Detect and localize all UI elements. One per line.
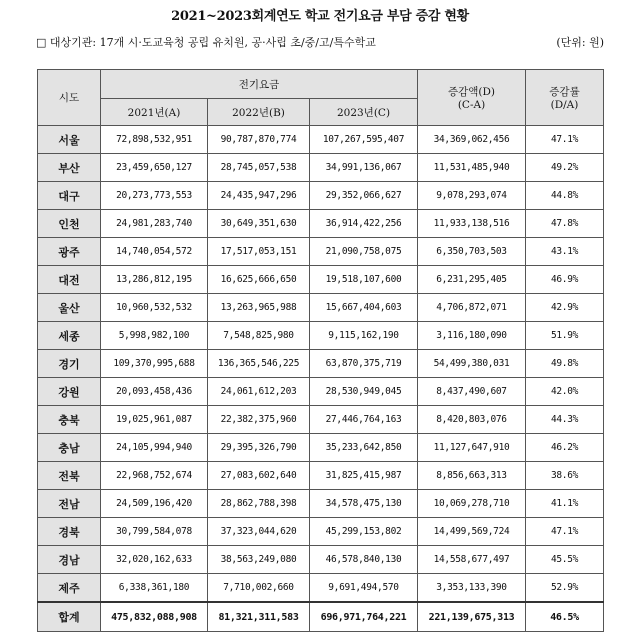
page-title: 2021~2023회계연도 학교 전기요금 부담 증감 현황 xyxy=(171,9,469,24)
cell-y2022: 30,649,351,630 xyxy=(208,210,310,238)
cell-y2022: 7,710,002,660 xyxy=(208,574,310,603)
cell-rate: 47.8% xyxy=(526,210,604,238)
cell-y2021: 13,286,812,195 xyxy=(101,266,208,294)
cell-rate: 49.2% xyxy=(526,154,604,182)
table-row xyxy=(38,546,604,574)
cell-diff: 10,069,278,710 xyxy=(418,490,526,518)
cell-y2023: 19,518,107,600 xyxy=(310,266,418,294)
cell-region: 전남 xyxy=(38,490,101,518)
cell-rate: 43.1% xyxy=(526,238,604,266)
cell-diff: 4,706,872,071 xyxy=(418,294,526,322)
table-row xyxy=(38,210,604,238)
table-row xyxy=(38,490,604,518)
cell-y2021: 22,968,752,674 xyxy=(101,462,208,490)
cell-diff: 3,353,133,390 xyxy=(418,574,526,603)
table-row xyxy=(38,126,604,154)
cell-y2021: 24,981,283,740 xyxy=(101,210,208,238)
table-row xyxy=(38,238,604,266)
electricity-cost-table xyxy=(37,69,604,632)
cell-y2023: 36,914,422,256 xyxy=(310,210,418,238)
cell-y2021: 6,338,361,180 xyxy=(101,574,208,603)
cell-y2023: 107,267,595,407 xyxy=(310,126,418,154)
cell-rate: 52.9% xyxy=(526,574,604,603)
cell-diff: 11,127,647,910 xyxy=(418,434,526,462)
cell-y2022: 81,321,311,583 xyxy=(208,602,310,632)
cell-region: 세종 xyxy=(38,322,101,350)
cell-y2022: 24,435,947,296 xyxy=(208,182,310,210)
cell-y2023: 34,578,475,130 xyxy=(310,490,418,518)
cell-rate: 38.6% xyxy=(526,462,604,490)
cell-rate: 51.9% xyxy=(526,322,604,350)
cell-diff: 8,437,490,607 xyxy=(418,378,526,406)
table-row xyxy=(38,350,604,378)
cell-diff: 9,078,293,074 xyxy=(418,182,526,210)
cell-region: 대전 xyxy=(38,266,101,294)
unit-label: (단위: 원) xyxy=(556,36,604,49)
cell-y2022: 7,548,825,980 xyxy=(208,322,310,350)
cell-y2022: 16,625,666,650 xyxy=(208,266,310,294)
cell-y2022: 38,563,249,080 xyxy=(208,546,310,574)
cell-y2021: 30,799,584,078 xyxy=(101,518,208,546)
cell-rate: 47.1% xyxy=(526,126,604,154)
cell-y2022: 17,517,053,151 xyxy=(208,238,310,266)
cell-y2021: 20,273,773,553 xyxy=(101,182,208,210)
cell-y2022: 28,862,788,398 xyxy=(208,490,310,518)
header-diff: 증감액(D) (C-A) xyxy=(418,70,526,126)
table-row xyxy=(38,322,604,350)
cell-y2023: 46,578,840,130 xyxy=(310,546,418,574)
cell-y2023: 27,446,764,163 xyxy=(310,406,418,434)
cell-y2021: 32,020,162,633 xyxy=(101,546,208,574)
cell-y2023: 9,691,494,570 xyxy=(310,574,418,603)
cell-y2021: 72,898,532,951 xyxy=(101,126,208,154)
cell-diff: 8,856,663,313 xyxy=(418,462,526,490)
cell-y2021: 20,093,458,436 xyxy=(101,378,208,406)
cell-rate: 46.2% xyxy=(526,434,604,462)
cell-diff: 14,499,569,724 xyxy=(418,518,526,546)
cell-region: 울산 xyxy=(38,294,101,322)
cell-region: 전북 xyxy=(38,462,101,490)
cell-region: 대구 xyxy=(38,182,101,210)
cell-y2021: 14,740,054,572 xyxy=(101,238,208,266)
cell-y2023: 31,825,415,987 xyxy=(310,462,418,490)
cell-y2023: 45,299,153,802 xyxy=(310,518,418,546)
cell-diff: 11,531,485,940 xyxy=(418,154,526,182)
table-row xyxy=(38,182,604,210)
cell-y2021: 475,832,088,908 xyxy=(101,602,208,632)
header-2021: 2021년(A) xyxy=(101,99,208,126)
cell-region: 인천 xyxy=(38,210,101,238)
cell-rate: 49.8% xyxy=(526,350,604,378)
cell-rate: 46.9% xyxy=(526,266,604,294)
cell-diff: 3,116,180,090 xyxy=(418,322,526,350)
cell-rate: 46.5% xyxy=(526,602,604,632)
cell-y2023: 696,971,764,221 xyxy=(310,602,418,632)
cell-region: 제주 xyxy=(38,574,101,603)
cell-diff: 6,350,703,503 xyxy=(418,238,526,266)
cell-y2023: 35,233,642,850 xyxy=(310,434,418,462)
table-row xyxy=(38,294,604,322)
cell-y2023: 28,530,949,045 xyxy=(310,378,418,406)
cell-y2022: 27,083,602,640 xyxy=(208,462,310,490)
cell-y2021: 109,370,995,688 xyxy=(101,350,208,378)
table-row xyxy=(38,378,604,406)
cell-y2023: 29,352,066,627 xyxy=(310,182,418,210)
table-row xyxy=(38,518,604,546)
cell-y2022: 90,787,870,774 xyxy=(208,126,310,154)
cell-rate: 47.1% xyxy=(526,518,604,546)
header-2023: 2023년(C) xyxy=(310,99,418,126)
cell-y2021: 10,960,532,532 xyxy=(101,294,208,322)
cell-region: 경기 xyxy=(38,350,101,378)
cell-rate: 44.8% xyxy=(526,182,604,210)
cell-rate: 44.3% xyxy=(526,406,604,434)
header-electricity: 전기요금 xyxy=(101,70,418,99)
cell-diff: 6,231,295,405 xyxy=(418,266,526,294)
cell-y2021: 24,105,994,940 xyxy=(101,434,208,462)
cell-y2023: 9,115,162,190 xyxy=(310,322,418,350)
cell-diff: 221,139,675,313 xyxy=(418,602,526,632)
cell-region: 광주 xyxy=(38,238,101,266)
cell-y2022: 22,382,375,960 xyxy=(208,406,310,434)
cell-y2022: 28,745,057,538 xyxy=(208,154,310,182)
cell-region: 부산 xyxy=(38,154,101,182)
cell-y2022: 37,323,044,620 xyxy=(208,518,310,546)
table-row xyxy=(38,154,604,182)
cell-diff: 34,369,062,456 xyxy=(418,126,526,154)
table-row xyxy=(38,266,604,294)
cell-y2022: 136,365,546,225 xyxy=(208,350,310,378)
cell-y2022: 29,395,326,790 xyxy=(208,434,310,462)
header-2022: 2022년(B) xyxy=(208,99,310,126)
cell-y2023: 15,667,404,603 xyxy=(310,294,418,322)
cell-y2022: 13,263,965,988 xyxy=(208,294,310,322)
cell-y2023: 63,870,375,719 xyxy=(310,350,418,378)
cell-region: 경북 xyxy=(38,518,101,546)
cell-diff: 11,933,138,516 xyxy=(418,210,526,238)
cell-region: 강원 xyxy=(38,378,101,406)
cell-rate: 42.0% xyxy=(526,378,604,406)
cell-y2021: 19,025,961,087 xyxy=(101,406,208,434)
table-row xyxy=(38,574,604,603)
table-row xyxy=(38,434,604,462)
table-row xyxy=(38,406,604,434)
cell-rate: 42.9% xyxy=(526,294,604,322)
cell-region: 합계 xyxy=(38,602,101,632)
header-region: 시도 xyxy=(38,70,101,126)
cell-y2023: 21,090,758,075 xyxy=(310,238,418,266)
target-institutions-note: □ 대상기관: 17개 시·도교육청 공립 유치원, 공·사립 초/중/고/특수학교 xyxy=(36,36,376,49)
cell-region: 충남 xyxy=(38,434,101,462)
cell-y2021: 24,509,196,420 xyxy=(101,490,208,518)
cell-diff: 54,499,380,031 xyxy=(418,350,526,378)
cell-region: 경남 xyxy=(38,546,101,574)
cell-y2021: 23,459,650,127 xyxy=(101,154,208,182)
cell-rate: 45.5% xyxy=(526,546,604,574)
table-row xyxy=(38,462,604,490)
cell-y2022: 24,061,612,203 xyxy=(208,378,310,406)
cell-diff: 14,558,677,497 xyxy=(418,546,526,574)
cell-region: 서울 xyxy=(38,126,101,154)
cell-diff: 8,420,803,076 xyxy=(418,406,526,434)
cell-region: 충북 xyxy=(38,406,101,434)
header-rate: 증감률 (D/A) xyxy=(526,70,604,126)
cell-rate: 41.1% xyxy=(526,490,604,518)
cell-y2023: 34,991,136,067 xyxy=(310,154,418,182)
total-row xyxy=(38,602,604,632)
cell-y2021: 5,998,982,100 xyxy=(101,322,208,350)
